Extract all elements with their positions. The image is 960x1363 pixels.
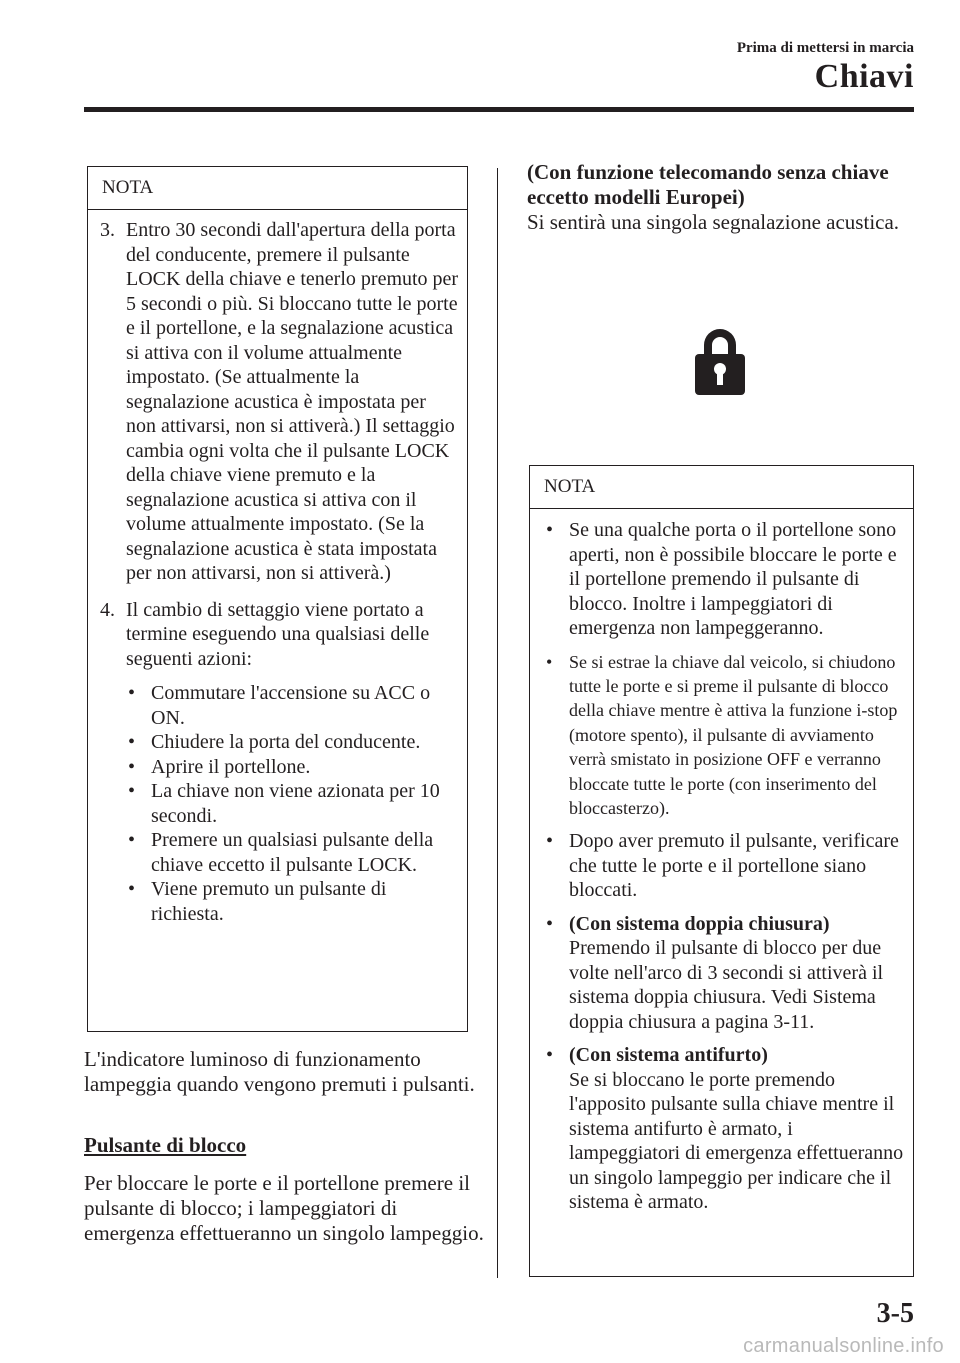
note-item-3: [88, 218, 467, 586]
bullet-icon: •: [128, 878, 136, 900]
list-item: [88, 877, 467, 926]
item-text: Il cambio di settaggio viene portato a termine eseguendo una qualsiasi delle seguenti azioni:: [126, 598, 430, 670]
bullet-icon: •: [546, 912, 554, 935]
watermark: carmanualsonline.info: [743, 1335, 944, 1357]
note-label: NOTA: [530, 466, 913, 509]
list-item-text: Aprire il portellone.: [151, 755, 311, 778]
list-item-text: Viene premuto un pulsante di richiesta.: [151, 878, 387, 925]
bullet-icon: •: [546, 1044, 554, 1067]
lock-button-heading: Pulsante di blocco: [84, 1133, 247, 1157]
keyless-heading: (Con funzione telecomando senza chiave eccetto modelli Europei): [527, 160, 889, 209]
list-item: [88, 730, 467, 755]
page-number: 3-5: [876, 1298, 914, 1329]
note-bullet: [530, 912, 913, 1035]
header-rule: [84, 107, 914, 112]
list-item-text: Chiudere la porta del conducente.: [151, 731, 421, 753]
item-number: 4.: [100, 598, 115, 621]
action-list: [88, 681, 467, 926]
note-bullet: [530, 650, 913, 821]
note-bullet: [530, 829, 913, 903]
bullet-icon: •: [546, 651, 553, 672]
note-bullet-text: Se si estrae la chiave dal veicolo, si chiudono tutte le porte e si preme il pulsante di blocco della chiave mentre è attiva la funzione i-stop (motore spento), il pulsante di avviamento verrà smistato in posizione OFF e verranno bloccate tutte le porte (con inserimento del bloccasterzo).: [569, 651, 898, 818]
list-item: [88, 779, 467, 828]
note-bullet: [530, 1043, 913, 1215]
note-bullet-bold: (Con sistema antifurto): [569, 1044, 768, 1067]
list-item-text: Commutare l'accensione su ACC o ON.: [151, 682, 431, 729]
indicator-paragraph: L'indicatore luminoso di funzionamento lampeggia quando vengono premuti i pulsanti.: [84, 1047, 475, 1096]
page-title: Chiavi: [814, 58, 914, 95]
padlock-icon: [694, 324, 746, 396]
note-bullet-text: Premendo il pulsante di blocco per due volte nell'arco di 3 secondi si attiverà il sistema doppia chiusura. Vedi Sistema doppia chiusura a pagina 3-11.: [569, 937, 884, 1033]
list-item: [88, 828, 467, 877]
bullet-icon: •: [546, 519, 554, 541]
note-item-4: [88, 598, 467, 672]
bullet-icon: •: [546, 830, 554, 853]
note-box-left: [87, 166, 468, 1032]
note-bullet-text: Dopo aver premuto il pulsante, verificare che tutte le porte e il portellone siano bloccati.: [569, 830, 899, 902]
item-text: Entro 30 secondi dall'apertura della porta del conducente, premere il pulsante LOCK della chiave e tenerlo premuto per 5 secondi o più. Si bloccano tutte le porte e il portellone, e la segnalazione acustica si attiva con il volume attualmente impostato. (Se attualmente la segnalazione acustica è impostata per non attivarsi, non si attiverà.) Il settaggio cambia ogni volta che il pulsante LOCK della chiave viene premuto e la segnalazione acustica si attiva con il volume attualmente impostato. (Se la segnalazione acustica è stata impostata per non attivarsi, non si attiverà.): [126, 219, 459, 584]
item-number: 3.: [100, 219, 115, 241]
bullet-icon: •: [128, 682, 136, 704]
column-divider: [497, 168, 498, 1278]
note-bullet-text: Se si bloccano le porte premendo l'apposito pulsante sulla chiave mentre il sistema antifurto è armato, i lampeggiatori di emergenza effettueranno un singolo lampeggio per indicare che il sistema è armato.: [569, 1068, 904, 1214]
list-item: [88, 681, 467, 730]
keyless-paragraph: Si sentirà una singola segnalazione acustica.: [527, 210, 900, 234]
note-label: NOTA: [88, 167, 467, 210]
note-box-right: [529, 465, 914, 1277]
note-bullet-text: Se una qualche porta o il portellone sono aperti, non è possibile bloccare le porte e il portellone premendo il pulsante di blocco. Inoltre i lampeggiatori di emergenza non lampeggeranno.: [569, 519, 897, 639]
lock-button-paragraph: Per bloccare le porte e il portellone premere il pulsante di blocco; i lampeggiatori di emergenza effettueranno un singolo lampeggio.: [84, 1171, 484, 1245]
list-item-text: La chiave non viene azionata per 10 secondi.: [151, 780, 440, 827]
section-header: Prima di mettersi in marcia: [736, 40, 914, 56]
bullet-icon: •: [128, 731, 136, 753]
list-item: [88, 755, 467, 780]
bullet-icon: •: [128, 829, 136, 851]
bullet-icon: •: [128, 780, 136, 802]
note-bullet: [530, 518, 913, 641]
note-bullet-bold: (Con sistema doppia chiusura): [569, 912, 830, 935]
list-item-text: Premere un qualsiasi pulsante della chiave eccetto il pulsante LOCK.: [151, 829, 434, 876]
bullet-icon: •: [128, 755, 136, 778]
